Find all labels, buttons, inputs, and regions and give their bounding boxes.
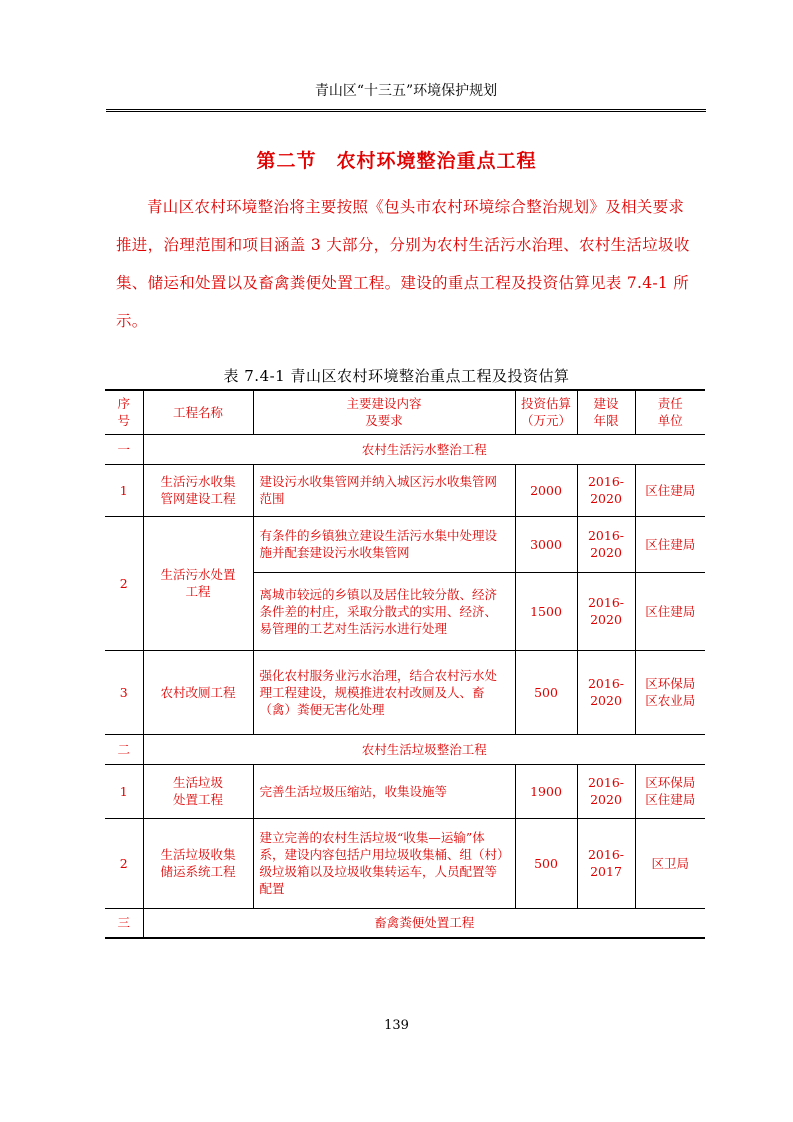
section-num: 一: [105, 434, 143, 464]
section-title-cell: 农村生活污水整治工程: [143, 434, 705, 464]
row-investment: 1900: [515, 764, 577, 818]
row-name: 生活污水处置 工程: [143, 516, 253, 650]
row-content: 强化农村服务业污水治理，结合农村污水处理工程建设，规模推进农村改厕及人、畜（禽）粪便无害化处理: [253, 650, 515, 734]
table-row: [105, 764, 705, 818]
row-seq: 1: [105, 464, 143, 516]
table-row: [105, 464, 705, 516]
row-investment: 3000: [515, 516, 577, 572]
row-content: 离城市较远的乡镇以及居住比较分散、经济条件差的村庄，采取分散式的实用、经济、易管理的工艺对生活污水进行处理: [253, 572, 515, 650]
row-period: 2016- 2017: [577, 818, 635, 908]
row-period: 2016- 2020: [577, 464, 635, 516]
header-unit: 责任 单位: [635, 390, 705, 434]
table-row: [105, 650, 705, 734]
section-title: 第二节 农村环境整治重点工程: [256, 150, 537, 172]
header-period: 建设 年限: [577, 390, 635, 434]
row-period: 2016- 2020: [577, 650, 635, 734]
page-header: 青山区“十三五”环境保护规划: [106, 80, 706, 112]
table-row: [105, 818, 705, 908]
table-header-row: [105, 390, 705, 434]
row-content: 有条件的乡镇独立建设生活污水集中处理设施并配套建设污水收集管网: [253, 516, 515, 572]
row-seq: 2: [105, 516, 143, 650]
row-content: 完善生活垃圾压缩站，收集设施等: [253, 764, 515, 818]
row-period: 2016- 2020: [577, 572, 635, 650]
section-row: [105, 734, 705, 764]
body-paragraph: 青山区农村环境整治将主要按照《包头市农村环境综合整治规划》及相关要求推进，治理范围和项目涵盖 3 大部分，分别为农村生活污水治理、农村生活垃圾收集、储运和处置以及畜禽粪便处置工程。建设的重点工程及投资估算见表 7.4-1 所示。: [116, 198, 690, 330]
table-caption: 表 7.4-1 青山区农村环境整治重点工程及投资估算: [223, 367, 570, 385]
row-investment: 2000: [515, 464, 577, 516]
row-seq: 1: [105, 764, 143, 818]
row-content: 建立完善的农村生活垃圾“收集—运输”体系，建设内容包括户用垃圾收集桶、组（村）级垃圾箱以及垃圾收集转运车，人员配置等配置: [253, 818, 515, 908]
row-seq: 2: [105, 818, 143, 908]
section-title-cell: 畜禽粪便处置工程: [143, 908, 705, 938]
row-content: 建设污水收集管网并纳入城区污水收集管网范围: [253, 464, 515, 516]
row-unit: 区住建局: [635, 516, 705, 572]
table-row: [105, 516, 705, 572]
row-unit: 区卫局: [635, 818, 705, 908]
project-table: [105, 389, 705, 939]
header-investment: 投资估算 （万元）: [515, 390, 577, 434]
row-name: 生活垃圾收集 储运系统工程: [143, 818, 253, 908]
page-number: 139: [384, 1018, 409, 1033]
header-content: 主要建设内容 及要求: [253, 390, 515, 434]
row-investment: 1500: [515, 572, 577, 650]
section-title-cell: 农村生活垃圾整治工程: [143, 734, 705, 764]
section-row: [105, 434, 705, 464]
section-num: 三: [105, 908, 143, 938]
row-name: 生活垃圾 处置工程: [143, 764, 253, 818]
row-unit: 区环保局 区农业局: [635, 650, 705, 734]
row-unit: 区住建局: [635, 464, 705, 516]
row-name: 农村改厕工程: [143, 650, 253, 734]
header-name: 工程名称: [143, 390, 253, 434]
row-unit: 区环保局 区住建局: [635, 764, 705, 818]
row-seq: 3: [105, 650, 143, 734]
section-num: 二: [105, 734, 143, 764]
section-row: [105, 908, 705, 938]
row-name: 生活污水收集 管网建设工程: [143, 464, 253, 516]
row-period: 2016- 2020: [577, 764, 635, 818]
row-investment: 500: [515, 650, 577, 734]
row-investment: 500: [515, 818, 577, 908]
header-seq: 序 号: [105, 390, 143, 434]
row-period: 2016- 2020: [577, 516, 635, 572]
row-unit: 区住建局: [635, 572, 705, 650]
